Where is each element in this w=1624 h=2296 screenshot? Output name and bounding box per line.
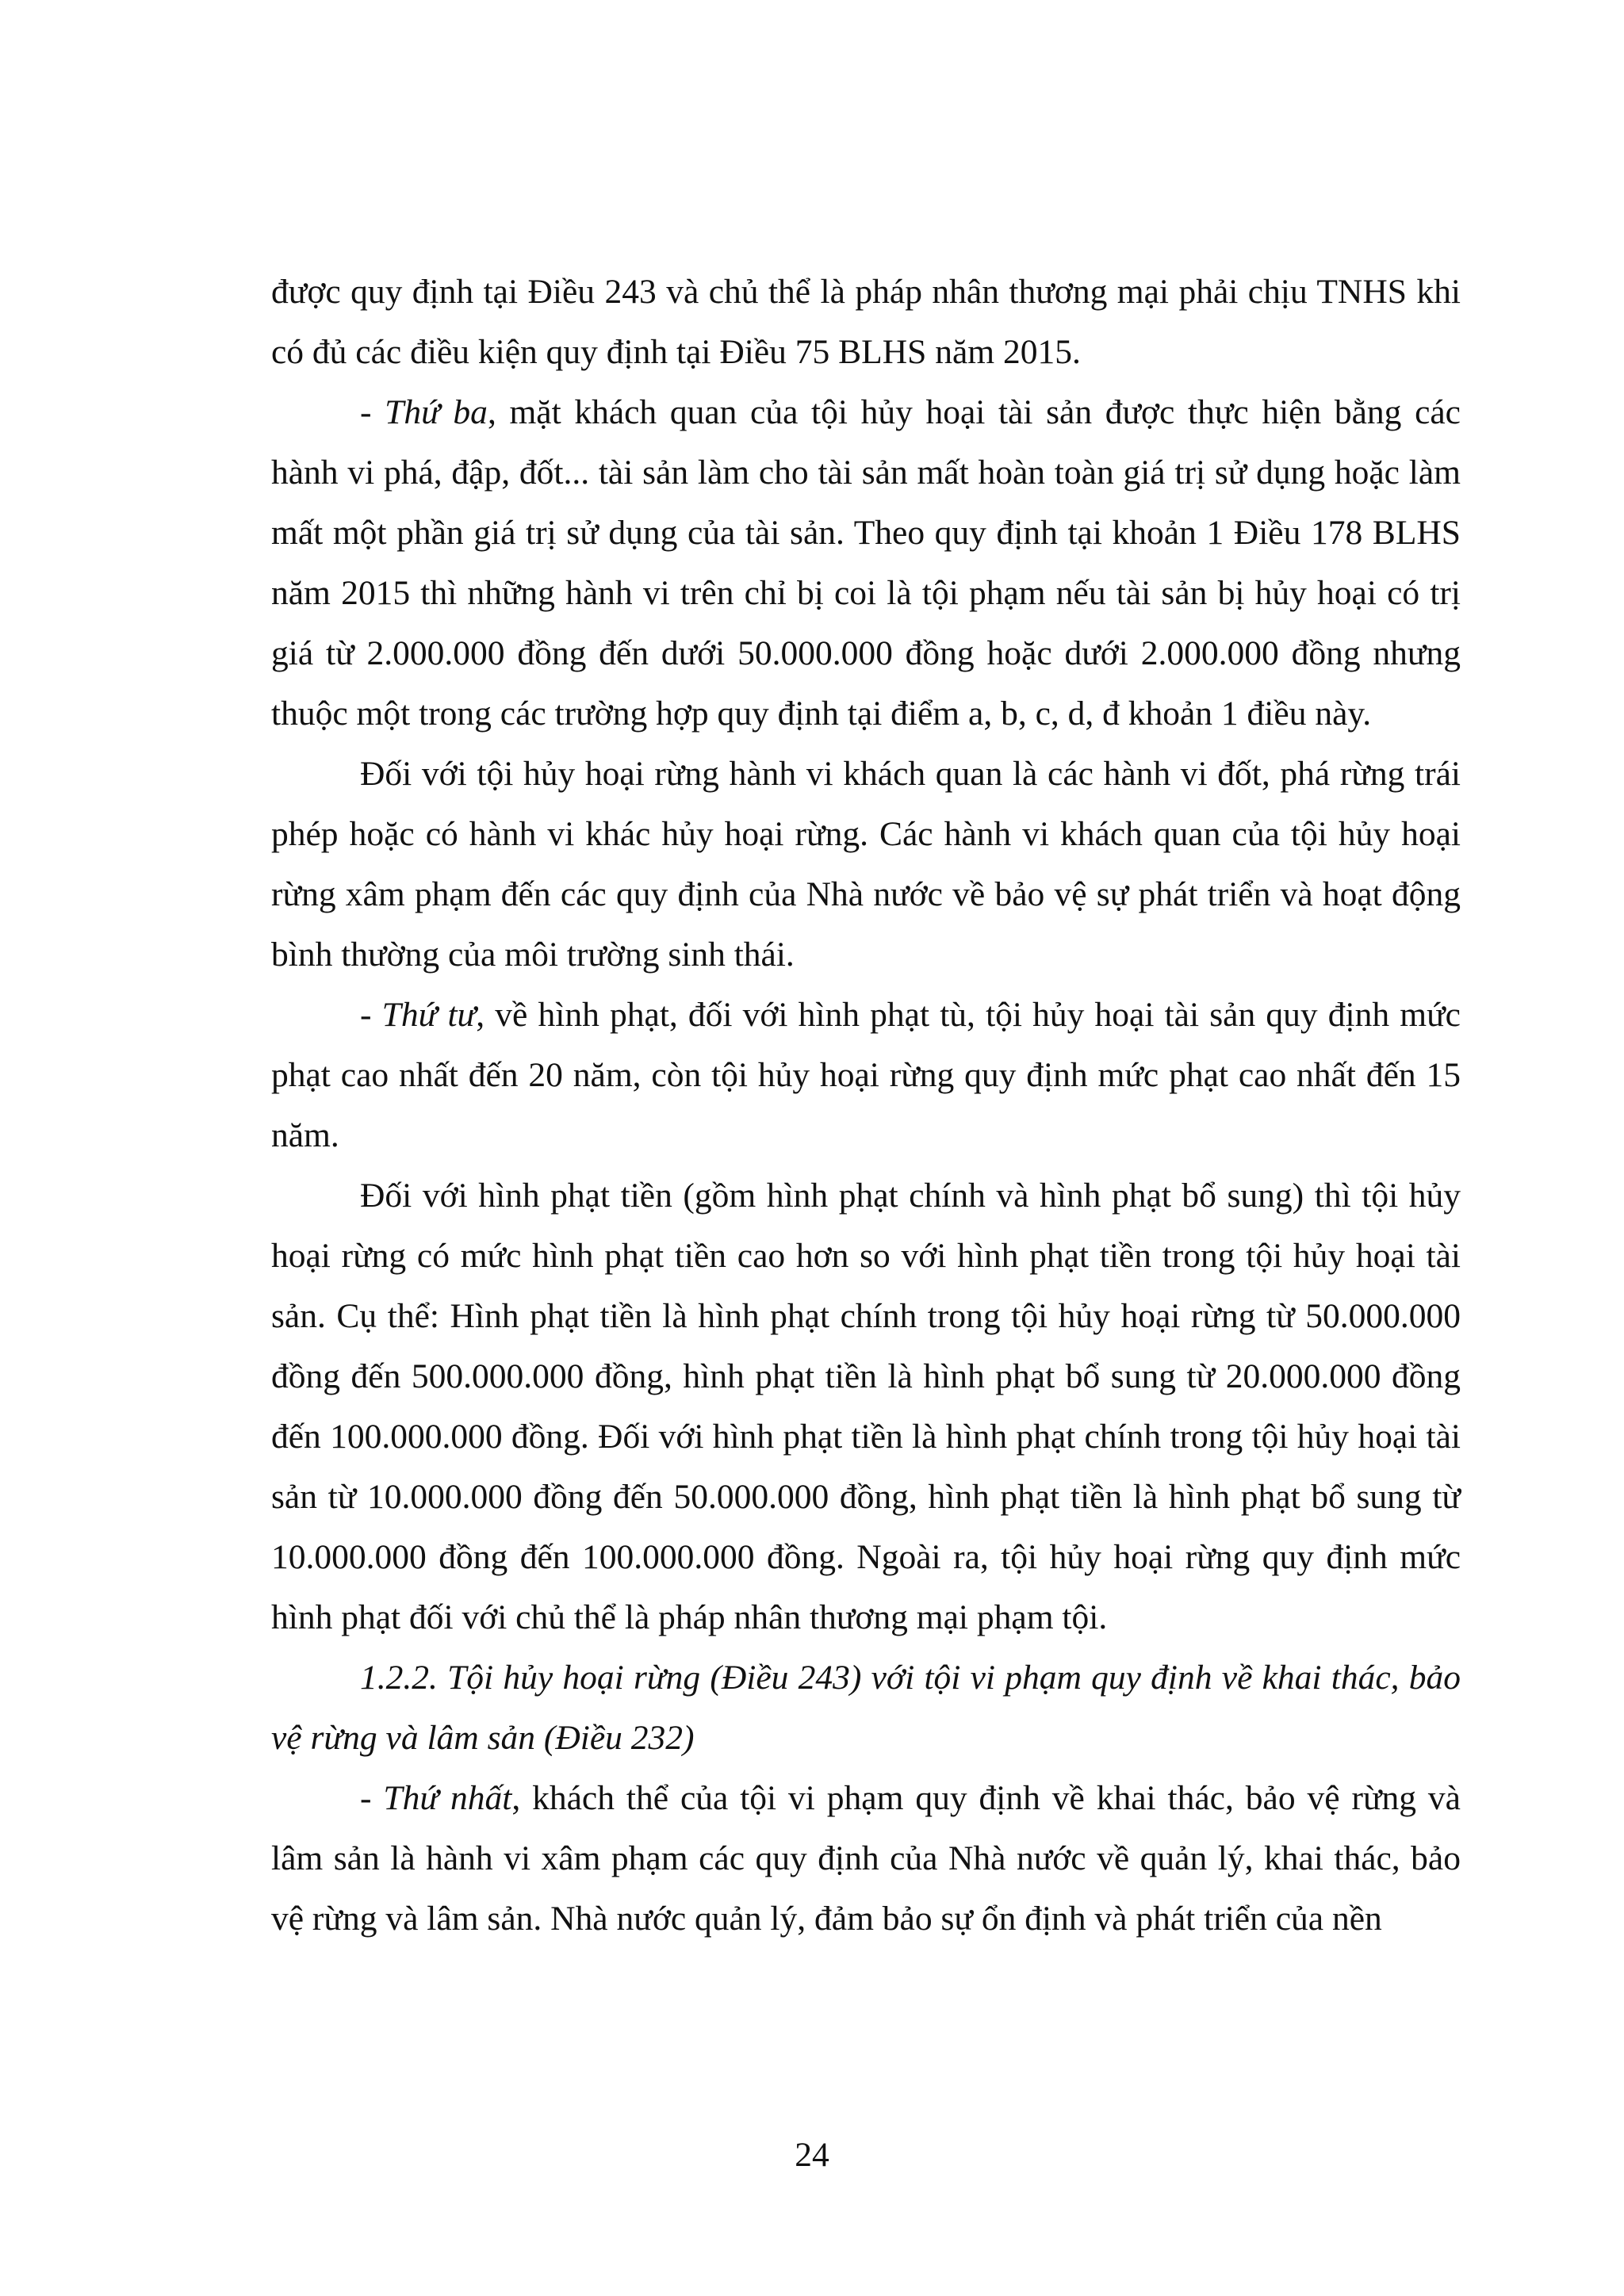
list-dash: - [360,996,382,1034]
paragraph-huy-hoai-rung: Đối với tội hủy hoại rừng hành vi khách quan là các hành vi đốt, phá rừng trái phép hoặc có hành vi khác hủy hoại rừng. Các hành vi khách quan của tội hủy hoại rừng xâm phạm đến các quy định của Nhà nước về bảo vệ sự phát triển và hoạt động bình thường của môi trường sinh thái. [271,755,1461,974]
emphasis-thu-ba: Thứ ba [385,393,488,431]
paragraph-continuation: được quy định tại Điều 243 và chủ thể là pháp nhân thương mại phải chịu TNHS khi có đủ các điều kiện quy định tại Điều 75 BLHS năm 2015. [271,273,1461,371]
paragraph-body: , khách thể của tội vi phạm quy định về khai thác, bảo vệ rừng và lâm sản là hành vi xâm phạm các quy định của Nhà nước về quản lý, khai thác, bảo vệ rừng và lâm sản. Nhà nước quản lý, đảm bảo sự ổn định và phát triển của nền [271,1779,1461,1938]
list-dash: - [360,1779,384,1817]
document-page [271,262,1461,1949]
section-heading-1-2-2: 1.2.2. Tội hủy hoại rừng (Điều 243) với tội vi phạm quy định về khai thác, bảo vệ rừng và lâm sản (Điều 232) [271,1659,1461,1757]
emphasis-thu-nhat: Thứ nhất [383,1779,512,1817]
list-dash: - [360,393,385,431]
paragraph-hinh-phat-tien: Đối với hình phạt tiền (gồm hình phạt chính và hình phạt bổ sung) thì tội hủy hoại rừng có mức hình phạt tiền cao hơn so với hình phạt tiền trong tội hủy hoại tài sản. Cụ thể: Hình phạt tiền là hình phạt chính trong tội hủy hoại rừng từ 50.000.000 đồng đến 500.000.000 đồng, hình phạt tiền là hình phạt bổ sung từ 20.000.000 đồng đến 100.000.000 đồng. Đối với hình phạt tiền là hình phạt chính trong tội hủy hoại tài sản từ 10.000.000 đồng đến 50.000.000 đồng, hình phạt tiền là hình phạt bổ sung từ 10.000.000 đồng đến 100.000.000 đồng. Ngoài ra, tội hủy hoại rừng quy định mức hình phạt đối với chủ thể là pháp nhân thương mại phạm tội. [271,1177,1461,1636]
paragraph-thu-nhat [271,1768,1461,1949]
paragraph-thu-ba [271,382,1461,744]
paragraph-body: , về hình phạt, đối với hình phạt tù, tội hủy hoại tài sản quy định mức phạt cao nhất đến 20 năm, còn tội hủy hoại rừng quy định mức phạt cao nhất đến 15 năm. [271,996,1461,1154]
paragraph-thu-tu [271,985,1461,1165]
page-number: 24 [795,2136,829,2174]
emphasis-thu-tu: Thứ tư [381,996,477,1034]
paragraph-body: , mặt khách quan của tội hủy hoại tài sản được thực hiện bằng các hành vi phá, đập, đốt... tài sản làm cho tài sản mất hoàn toàn giá trị sử dụng hoặc làm mất một phần giá trị sử dụng của tài sản. Theo quy định tại khoản 1 Điều 178 BLHS năm 2015 thì những hành vi trên chỉ bị coi là tội phạm nếu tài sản bị hủy hoại có trị giá từ 2.000.000 đồng đến dưới 50.000.000 đồng hoặc dưới 2.000.000 đồng nhưng thuộc một trong các trường hợp quy định tại điểm a, b, c, d, đ khoản 1 điều này. [271,393,1461,733]
